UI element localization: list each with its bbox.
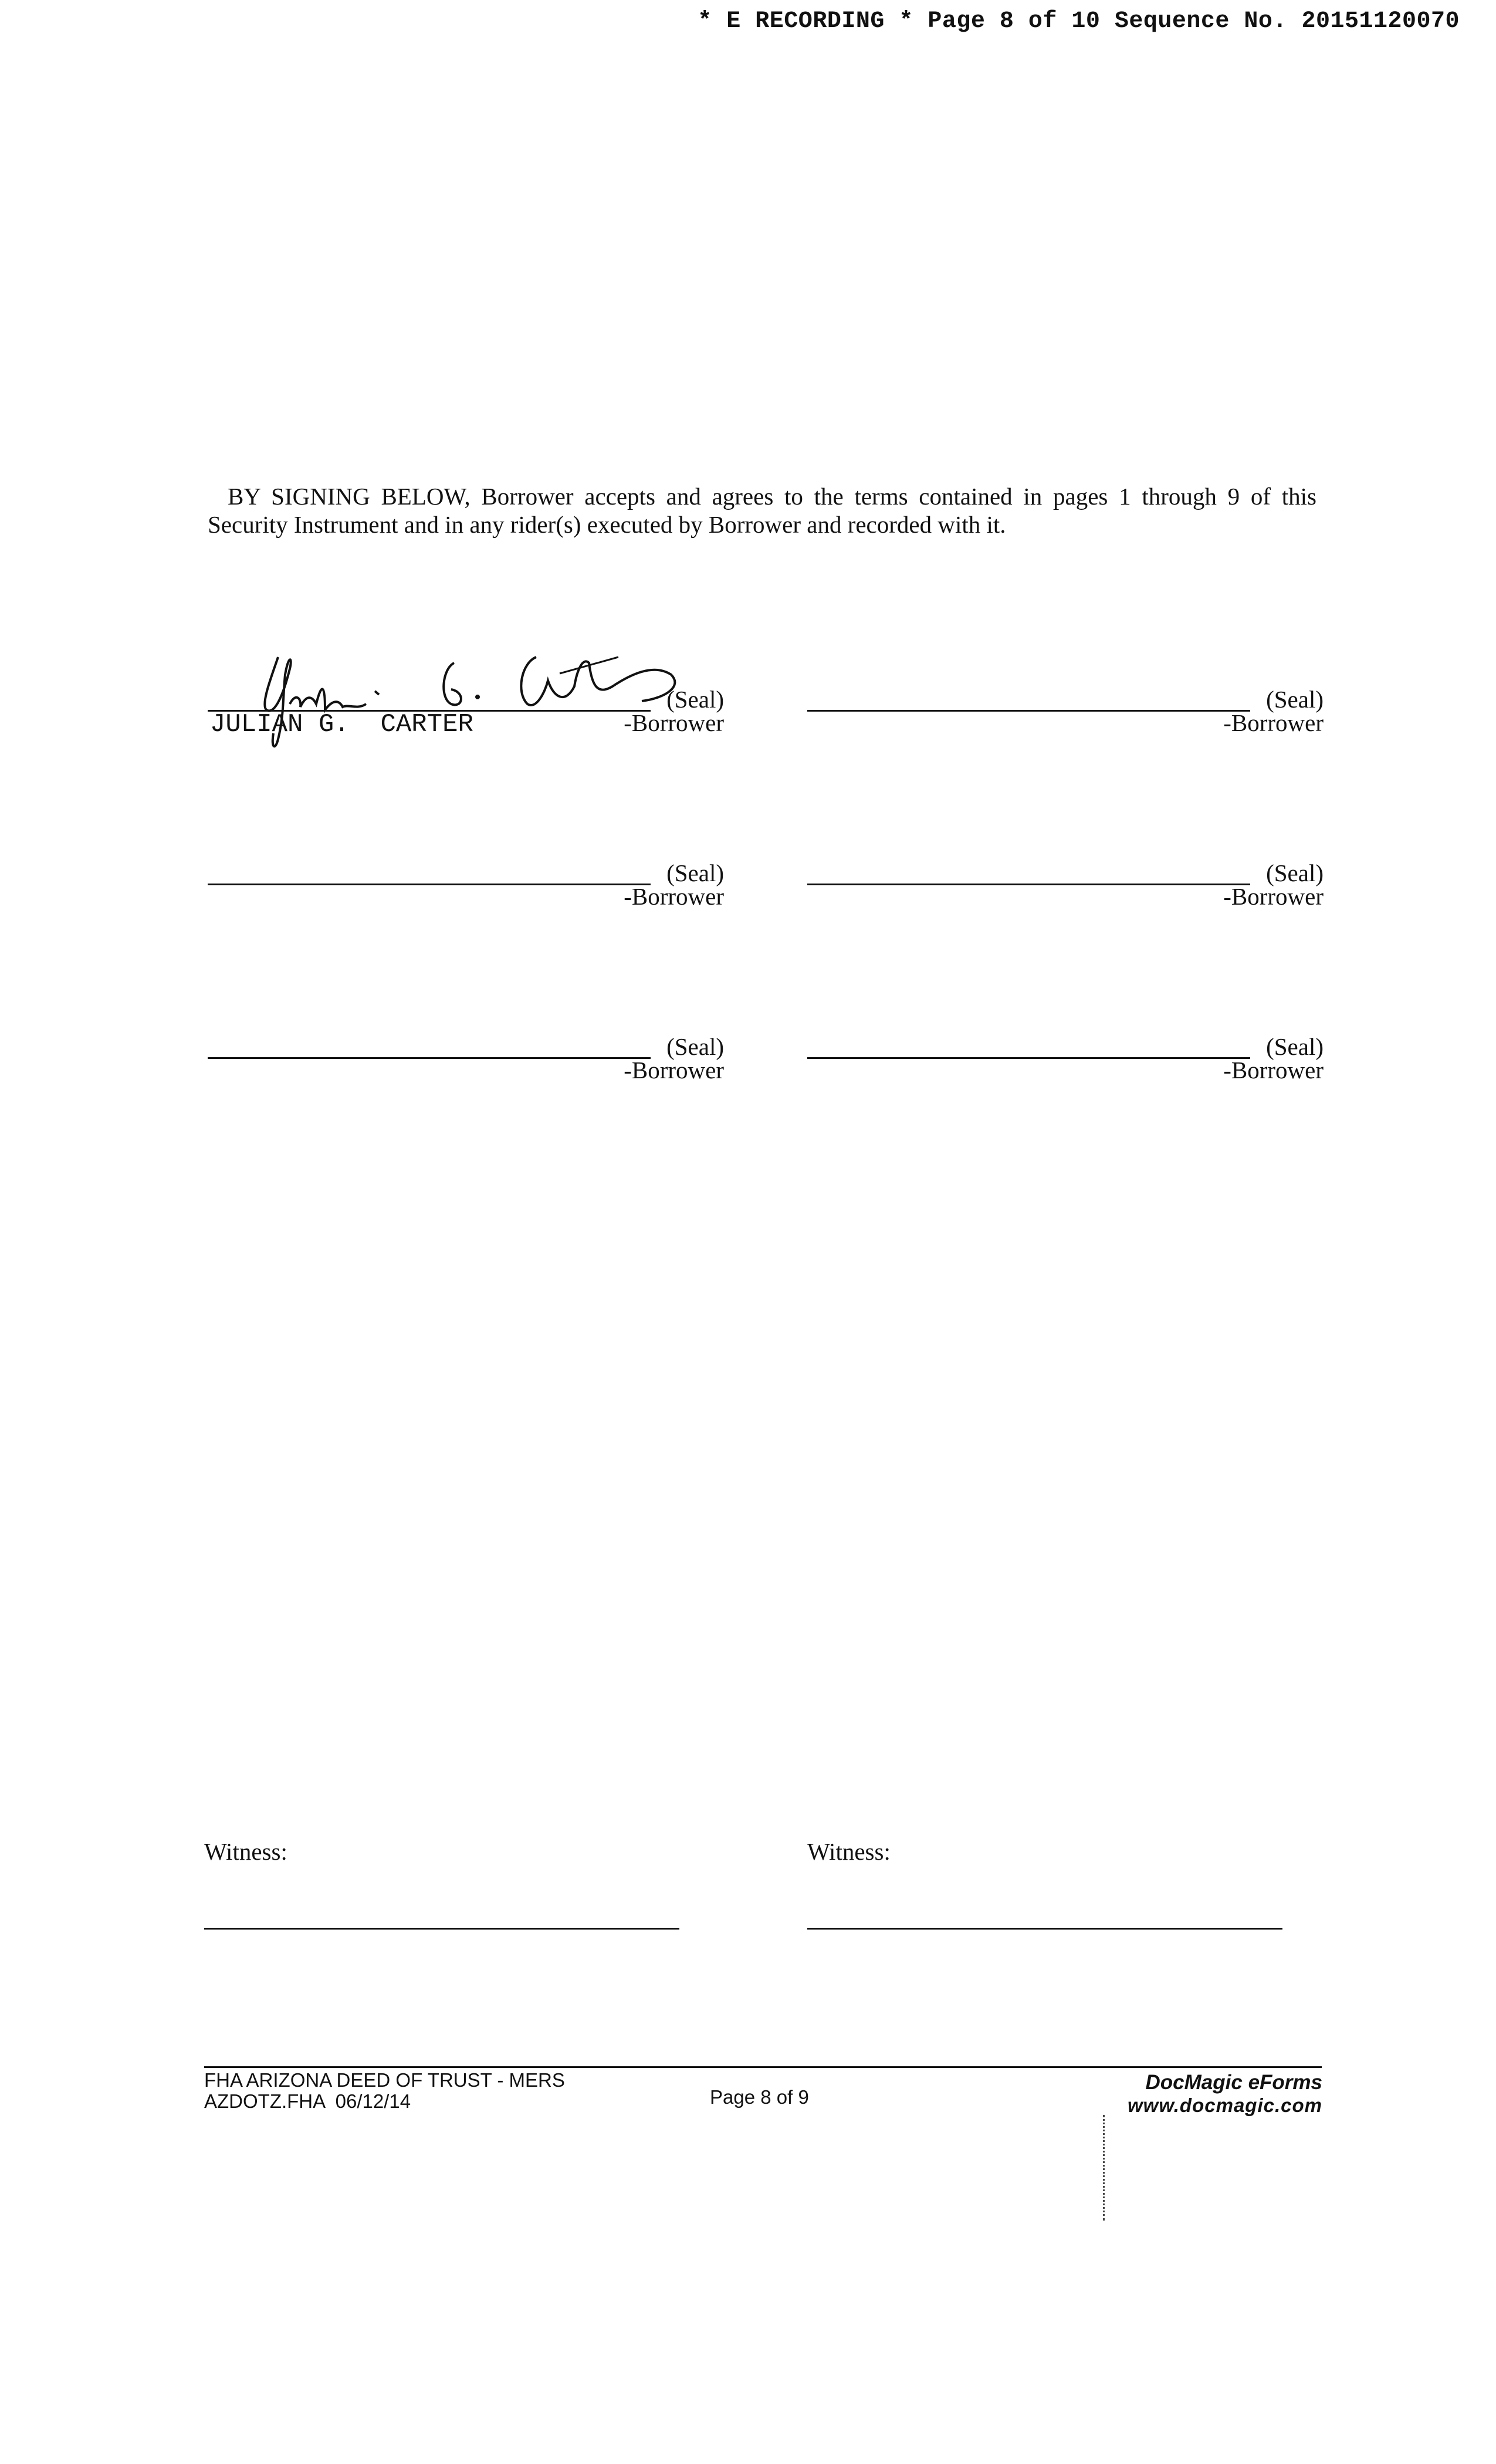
docmagic-website: www.docmagic.com — [1127, 2094, 1322, 2116]
footer-page-number: Page 8 of 9 — [710, 2086, 809, 2108]
signature-block-1 — [208, 622, 724, 751]
witness-line-left — [204, 1928, 679, 1930]
signature-line — [807, 1057, 1250, 1059]
agreement-text: BY SIGNING BELOW, Borrower accepts and agrees to the terms contained in pages 1 through 9 of this Security Instrument and in any rider(s) executed by Borrower and recorded with it. — [208, 483, 1316, 538]
borrower-label: -Borrower — [624, 883, 724, 910]
borrower-label: -Borrower — [624, 709, 724, 736]
signature-block-6 — [807, 1028, 1324, 1098]
docmagic-logo: DocMagic eForms — [1145, 2071, 1322, 2094]
signature-block-2 — [807, 681, 1324, 751]
borrower-label: -Borrower — [624, 1057, 724, 1084]
signature-block-5 — [208, 1028, 724, 1098]
witness-label-right: Witness: — [807, 1838, 891, 1865]
typed-borrower-name: JULIAN G. CARTER — [210, 710, 473, 739]
borrower-label: -Borrower — [1223, 709, 1324, 736]
recording-header: * E RECORDING * Page 8 of 10 Sequence No. 20151120070 — [698, 8, 1460, 35]
dotted-margin-line — [1103, 2115, 1105, 2221]
seal-label: (Seal) — [666, 859, 724, 886]
signature-block-3 — [208, 854, 724, 925]
borrower-label: -Borrower — [1223, 883, 1324, 910]
seal-label: (Seal) — [1266, 686, 1324, 713]
seal-label: (Seal) — [666, 1033, 724, 1060]
seal-label: (Seal) — [666, 686, 724, 713]
witness-line-right — [807, 1928, 1282, 1930]
signature-block-4 — [807, 854, 1324, 925]
signature-line — [807, 710, 1250, 712]
signature-line — [807, 884, 1250, 885]
agreement-paragraph — [208, 482, 1316, 539]
seal-label: (Seal) — [1266, 859, 1324, 886]
witness-label-left: Witness: — [204, 1838, 287, 1865]
form-code: AZDOTZ.FHA 06/12/14 — [204, 2090, 411, 2112]
borrower-label: -Borrower — [1223, 1057, 1324, 1084]
signature-line — [208, 884, 651, 885]
footer-form-info — [204, 2070, 565, 2112]
footer-rule — [204, 2066, 1322, 2068]
signature-line — [208, 1057, 651, 1059]
form-title: FHA ARIZONA DEED OF TRUST - MERS — [204, 2069, 565, 2091]
seal-label: (Seal) — [1266, 1033, 1324, 1060]
